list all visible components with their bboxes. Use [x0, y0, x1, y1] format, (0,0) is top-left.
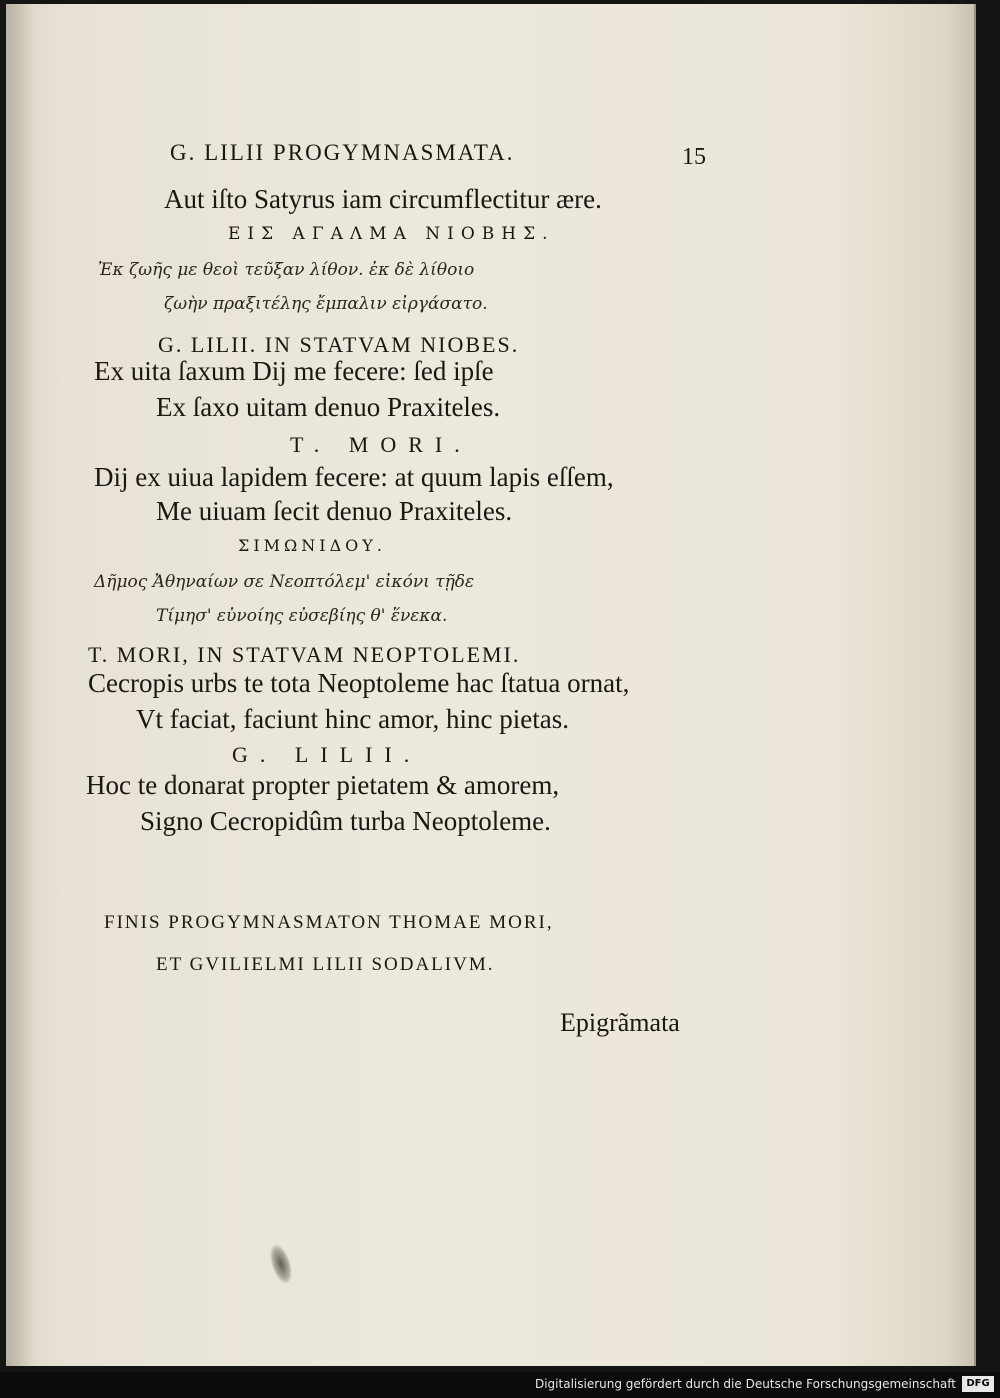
- section-heading: G. LILII. IN STATVAM NIOBES.: [158, 332, 520, 357]
- verse-line: Hoc te donarat propter pietatem & amorem,: [86, 770, 560, 800]
- verse-line: Aut iſto Satyrus iam circumflectitur ære.: [164, 184, 602, 214]
- greek-verse-line: Τίμησ' εὐνοίης εὐσεβίης θ' ἕνεκα.: [156, 606, 448, 626]
- page-number: 15: [682, 144, 706, 170]
- verse-line: Dij ex uiua lapidem fecere: at quum lapis eſſem,: [94, 462, 614, 492]
- catchword: Epigrãmata: [560, 1008, 680, 1037]
- verse-line: Vt faciat, faciunt hinc amor, hinc pietas.: [136, 704, 570, 734]
- verse-line: Cecropis urbs te tota Neoptoleme hac ſtatua ornat,: [88, 668, 630, 698]
- greek-verse-line: Δῆμος Ἀθηναίων σε Νεοπτόλεμ' εἰκόνι τῇδε: [94, 572, 475, 592]
- ink-smudge: [266, 1242, 295, 1286]
- colophon-line: ET GVILIELMI LILII SODALIVM.: [156, 954, 495, 975]
- greek-verse-line: ζωὴν πραξιτέλης ἔμπαλιν εἰργάσατο.: [164, 294, 488, 314]
- funding-credit: Digitalisierung gefördert durch die Deutsche Forschungsgemeinschaft: [534, 1377, 956, 1391]
- section-heading: T. MORI, IN STATVAM NEOPTOLEMI.: [88, 642, 521, 667]
- verse-line: Me uiuam ſecit denuo Praxiteles.: [156, 496, 513, 526]
- verse-line: Ex ſaxo uitam denuo Praxiteles.: [156, 392, 501, 422]
- footer-bar: [0, 1372, 1000, 1398]
- gutter-shadow: [6, 4, 34, 1366]
- running-head: G. LILII PROGYMNASMATA.: [170, 140, 515, 165]
- section-heading: T. MORI.: [290, 432, 472, 457]
- verse-line: Ex uita ſaxum Dij me fecere: ſed ipſe: [94, 356, 494, 386]
- dfg-logo: DFG: [962, 1376, 994, 1392]
- section-heading: G. LILII.: [232, 742, 422, 767]
- book-page: [6, 4, 976, 1366]
- greek-heading: ΕΙΣ ΑΓΑΛΜΑ ΝΙΟΒΗΣ.: [228, 224, 555, 244]
- greek-verse-line: Ἐκ ζωῆς με θεοὶ τεῦξαν λίθον. ἐκ δὲ λίθοιο: [98, 260, 475, 280]
- verse-line: Signo Cecropidûm turba Neoptoleme.: [140, 806, 551, 836]
- colophon-line: FINIS PROGYMNASMATON THOMAE MORI,: [104, 912, 554, 933]
- greek-heading: ΣΙΜΩΝΙΔΟΥ.: [238, 536, 386, 555]
